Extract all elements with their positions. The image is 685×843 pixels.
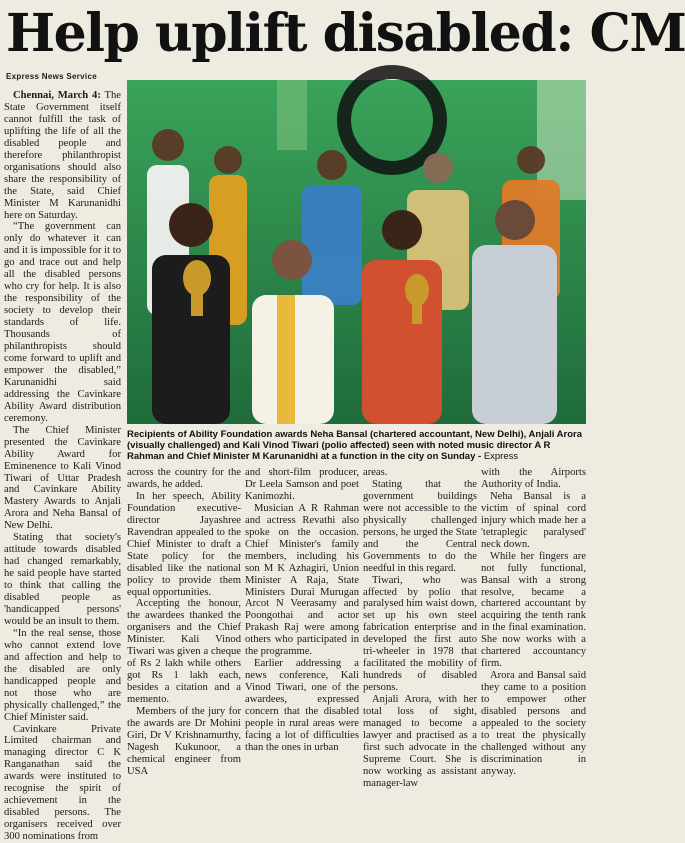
article-paragraph <box>127 706 241 778</box>
article-paragraph <box>127 491 241 599</box>
article-paragraph <box>481 551 586 671</box>
paragraph-text: areas. <box>363 467 388 478</box>
article-column-3 <box>245 467 359 753</box>
byline: Express News Service <box>6 72 97 81</box>
article-paragraph <box>4 628 121 724</box>
paragraph-text: Neha Bansal is a victim of spinal cord injury which made her a 'tetraplegic paralysed' neck down. <box>481 490 586 550</box>
paragraph-text: Cavinkare Private Limited chairman and managing director C K Ranganathan said the awards were instituted to recognise the spirit of achievement in the disabled persons. The organisers received over 300 nominations from <box>4 723 121 843</box>
paragraph-text: Stating that the government buildings were not accessible to the physically challenged persons, he urged the State and the Central Governments to do the needful in this regard. <box>363 478 477 574</box>
article-column-4 <box>363 467 477 789</box>
paragraph-text: with the Airports Authority of India. <box>481 467 586 490</box>
article-paragraph <box>363 694 477 790</box>
paragraph-text: and short-film producer, Dr Leela Samson and poet Kanimozhi. <box>245 467 359 502</box>
article-paragraph <box>245 467 359 503</box>
article-paragraph <box>481 670 586 778</box>
paragraph-text: The Chief Minister presented the Cavinkare Ability Award for Eminenence to Kali Vinod Tiwari of Uttar Pradesh and Cavinkare Ability Mastery Awards to Anjali Arora and Neha Bansal of New Delhi. <box>4 424 121 532</box>
article-column-1 <box>4 90 121 843</box>
article-paragraph <box>481 467 586 491</box>
paragraph-text: Tiwari, who was affected by polio that paralysed him waist down, set up his own steel fabrication enterprise and developed the first auto tri-wheeler in 1978 that facilitated the mobility of hundreds of disabled persons. <box>363 574 477 694</box>
article-paragraph <box>363 479 477 575</box>
news-photo <box>127 80 586 424</box>
paragraph-text: Stating that society's attitude towards disabled had changed remarkably, he said people have started to think that calling the disabled people as 'handicapped persons' would be an insult to them. <box>4 532 121 627</box>
article-paragraph <box>127 598 241 706</box>
article-paragraph <box>4 724 121 843</box>
article-paragraph <box>4 221 121 424</box>
headline: Help uplift disabled: CM <box>6 3 685 64</box>
paragraph-text: Accepting the honour, the awardees thanked the organisers and the Chief Minister. Kali Vinod Tiwari was given a cheque of Rs 2 lakh while others got Rs 1 lakh each, besides a citation and a memento. <box>127 598 241 706</box>
paragraph-text: Musician A R Rahman and actress Revathi also spoke on the occasion. Chief Minister's family members, including his son M K Azhagiri, Union Minister A Raja, State Ministers Durai Murugan Arcot N Veerasamy and Poongothai and actor Prakash Raj were among others who participated in the programme. <box>245 502 359 658</box>
article-paragraph <box>4 90 121 221</box>
photo-credit: Express <box>483 451 519 462</box>
article-column-2 <box>127 467 241 777</box>
article-paragraph <box>481 491 586 551</box>
paragraph-text: “In the real sense, those who cannot extend love and affection and help to the disabled are only handicapped people and not those who are physically challenged,” the Chief Minister said. <box>4 627 121 723</box>
paragraph-text: across the country for the awards, he added. <box>127 467 241 490</box>
paragraph-text: Anjali Arora, with her total loss of sight, managed to become a lawyer and practised as a first such advocate in the Supreme Court. She is now working as assistant manager-law <box>363 694 477 789</box>
paragraph-text: Members of the jury for the awards are Dr Mohini Giri, Dr V Krishnamurthy, Nagesh Kukunoor, a chemical engineer from USA <box>127 706 241 777</box>
paragraph-text: “The government can only do whatever it can and it is impossible for it to go and trace out and help all the disabled persons who cry for help. It is also the responsibility of the society to develop their standards of life. Thousands of philanthropists should come forward to uplift and empower the disabled,” Karunanidhi said addressing the Cavinkare Ability Award distribution ceremony. <box>4 221 121 424</box>
article-paragraph <box>363 467 477 479</box>
dateline: Chennai, March 4: <box>13 90 101 101</box>
article-paragraph <box>363 575 477 695</box>
paragraph-text: Arora and Bansal said they came to a position to empower other disabled persons and appealed to the society to treat the physically challenged without any discrimination in anyway. <box>481 670 586 777</box>
photo-illustration <box>127 80 586 424</box>
paragraph-text: While her fingers are not fully functional, Bansal with a strong resolve, became a chartered accountant by acquiring the tenth rank in the final examination. She now works with a chartered accountancy firm. <box>481 550 586 670</box>
article-paragraph <box>245 503 359 658</box>
paragraph-text: In her speech, Ability Foundation executive-director Jayashree Ravendran appealed to the Chief Minister to draft a State policy for the disabled like the national policy to provide them equal opportunities. <box>127 490 241 598</box>
article-paragraph <box>4 532 121 628</box>
caption-text: Recipients of Ability Foundation awards Neha Bansal (chartered accountant, New Delhi), Anjali Arora (visually challenged) and Kali Vinod Tiwari (polio affected) seen with noted music director A R Rahman and Chief Minister M Karunanidhi at a function in the city on Sunday - <box>127 429 583 462</box>
photo-caption <box>127 429 586 462</box>
article-paragraph <box>4 425 121 533</box>
paragraph-text: Earlier addressing a news conference, Kali Vinod Tiwari, one of the awardees, expressed concern that the disabled people in rural areas were facing a lot of difficulties than the ones in urban <box>245 658 359 753</box>
article-column-5 <box>481 467 586 777</box>
article-paragraph <box>245 658 359 754</box>
paragraph-text: The State Government itself cannot fulfill the task of uplifting the life of all the disabled people and therefore philanthropist organisations should also share the responsibility of the State, said Chief Minister M Karunanidhi here on Saturday. <box>4 90 121 221</box>
article-paragraph <box>127 467 241 491</box>
